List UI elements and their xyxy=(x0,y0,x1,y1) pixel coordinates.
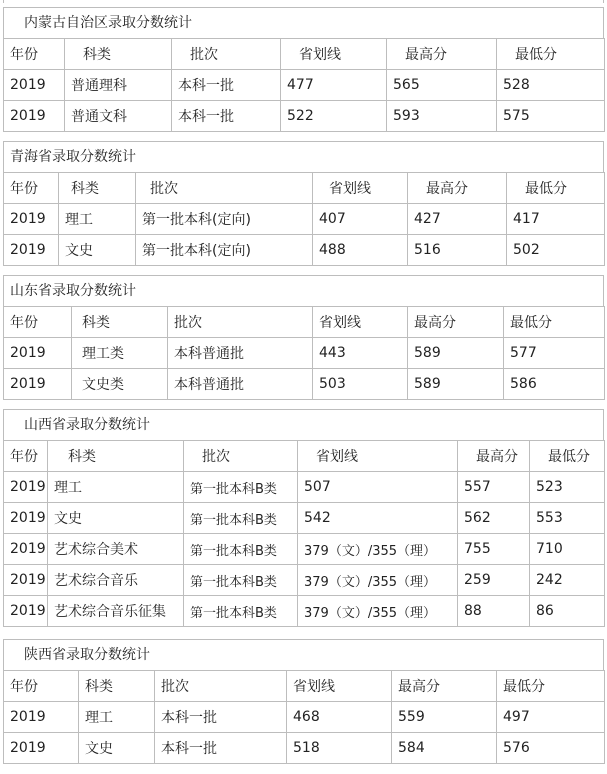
cell-category: 理工类 xyxy=(72,338,168,369)
cell-max: 565 xyxy=(387,70,497,101)
cell-min: 575 xyxy=(497,101,605,132)
table-row xyxy=(4,733,605,764)
cell-max: 557 xyxy=(458,472,530,503)
cell-min: 502 xyxy=(507,235,605,266)
cell-cutoff: 503 xyxy=(313,369,408,400)
table-top-edge xyxy=(3,0,604,3)
score-table xyxy=(3,670,605,764)
cell-batch: 本科一批 xyxy=(155,702,287,733)
section-shaanxi xyxy=(3,639,604,764)
cell-max: 589 xyxy=(408,369,504,400)
cell-category: 文史 xyxy=(79,733,155,764)
cell-min: 710 xyxy=(530,534,605,565)
cell-min: 577 xyxy=(504,338,605,369)
cell-max: 259 xyxy=(458,565,530,596)
table-row xyxy=(4,70,605,101)
cell-min: 576 xyxy=(497,733,605,764)
header-cutoff: 省划线 xyxy=(298,441,458,472)
header-cutoff: 省划线 xyxy=(313,307,408,338)
section-title: 陕西省录取分数统计 xyxy=(3,639,604,670)
header-max: 最高分 xyxy=(408,307,504,338)
header-category: 科类 xyxy=(72,307,168,338)
cell-cutoff: 407 xyxy=(313,204,408,235)
cell-year: 2019 xyxy=(4,596,48,627)
cell-batch: 第一批本科B类 xyxy=(184,503,298,534)
cell-category: 文史 xyxy=(48,503,184,534)
cell-min: 242 xyxy=(530,565,605,596)
cell-max: 516 xyxy=(408,235,507,266)
cell-cutoff: 488 xyxy=(313,235,408,266)
cell-category: 文史 xyxy=(59,235,136,266)
cell-year: 2019 xyxy=(4,534,48,565)
header-max: 最高分 xyxy=(408,173,507,204)
header-batch: 批次 xyxy=(184,441,298,472)
cell-cutoff: 379（文）/355（理） xyxy=(298,565,458,596)
cell-category: 理工 xyxy=(79,702,155,733)
header-category: 科类 xyxy=(65,39,172,70)
cell-category: 理工 xyxy=(59,204,136,235)
cell-year: 2019 xyxy=(4,565,48,596)
cell-category: 艺术综合音乐 xyxy=(48,565,184,596)
cell-batch: 第一批本科(定向) xyxy=(136,204,313,235)
cell-max: 589 xyxy=(408,338,504,369)
cell-batch: 本科普通批 xyxy=(168,369,313,400)
score-table xyxy=(3,440,605,627)
section-qinghai xyxy=(3,141,604,266)
header-min: 最低分 xyxy=(504,307,605,338)
score-table xyxy=(3,306,605,400)
cell-min: 523 xyxy=(530,472,605,503)
section-inner-mongolia xyxy=(3,7,604,132)
cell-category: 普通文科 xyxy=(65,101,172,132)
cell-cutoff: 507 xyxy=(298,472,458,503)
header-year: 年份 xyxy=(4,307,72,338)
cell-batch: 第一批本科B类 xyxy=(184,565,298,596)
cell-year: 2019 xyxy=(4,101,65,132)
header-batch: 批次 xyxy=(136,173,313,204)
cell-batch: 本科一批 xyxy=(155,733,287,764)
table-header-row xyxy=(4,441,605,472)
cell-min: 528 xyxy=(497,70,605,101)
header-cutoff: 省划线 xyxy=(313,173,408,204)
header-category: 科类 xyxy=(79,671,155,702)
header-min: 最低分 xyxy=(497,39,605,70)
table-row xyxy=(4,369,605,400)
cell-year: 2019 xyxy=(4,338,72,369)
table-row xyxy=(4,338,605,369)
section-title: 山西省录取分数统计 xyxy=(3,409,604,440)
header-batch: 批次 xyxy=(155,671,287,702)
header-category: 科类 xyxy=(59,173,136,204)
cell-batch: 第一批本科B类 xyxy=(184,472,298,503)
section-shandong xyxy=(3,275,604,400)
cell-category: 理工 xyxy=(48,472,184,503)
cell-cutoff: 379（文）/355（理） xyxy=(298,534,458,565)
cell-batch: 第一批本科(定向) xyxy=(136,235,313,266)
header-batch: 批次 xyxy=(172,39,281,70)
cell-min: 553 xyxy=(530,503,605,534)
cell-cutoff: 542 xyxy=(298,503,458,534)
cell-category: 艺术综合美术 xyxy=(48,534,184,565)
cell-cutoff: 477 xyxy=(281,70,387,101)
cell-cutoff: 379（文）/355（理） xyxy=(298,596,458,627)
cell-max: 593 xyxy=(387,101,497,132)
header-max: 最高分 xyxy=(458,441,530,472)
section-shanxi xyxy=(3,409,604,627)
header-year: 年份 xyxy=(4,173,59,204)
cell-year: 2019 xyxy=(4,204,59,235)
cell-min: 586 xyxy=(504,369,605,400)
header-min: 最低分 xyxy=(530,441,605,472)
cell-year: 2019 xyxy=(4,235,59,266)
cell-year: 2019 xyxy=(4,472,48,503)
cell-batch: 本科普通批 xyxy=(168,338,313,369)
header-category: 科类 xyxy=(48,441,184,472)
header-min: 最低分 xyxy=(507,173,605,204)
table-row xyxy=(4,596,605,627)
header-year: 年份 xyxy=(4,671,79,702)
cell-max: 584 xyxy=(392,733,497,764)
table-row xyxy=(4,534,605,565)
cell-cutoff: 468 xyxy=(287,702,392,733)
cell-year: 2019 xyxy=(4,702,79,733)
cell-year: 2019 xyxy=(4,369,72,400)
cell-year: 2019 xyxy=(4,733,79,764)
cell-max: 427 xyxy=(408,204,507,235)
score-table xyxy=(3,172,605,266)
cell-batch: 第一批本科B类 xyxy=(184,596,298,627)
cell-year: 2019 xyxy=(4,70,65,101)
cell-batch: 本科一批 xyxy=(172,101,281,132)
header-year: 年份 xyxy=(4,39,65,70)
cell-max: 88 xyxy=(458,596,530,627)
table-header-row xyxy=(4,671,605,702)
header-max: 最高分 xyxy=(387,39,497,70)
header-cutoff: 省划线 xyxy=(281,39,387,70)
cell-batch: 第一批本科B类 xyxy=(184,534,298,565)
cell-year: 2019 xyxy=(4,503,48,534)
table-header-row xyxy=(4,307,605,338)
cell-batch: 本科一批 xyxy=(172,70,281,101)
section-title: 内蒙古自治区录取分数统计 xyxy=(3,7,604,38)
section-title: 青海省录取分数统计 xyxy=(3,141,604,172)
cell-min: 86 xyxy=(530,596,605,627)
table-row xyxy=(4,503,605,534)
table-row xyxy=(4,101,605,132)
section-title: 山东省录取分数统计 xyxy=(3,275,604,306)
cell-cutoff: 518 xyxy=(287,733,392,764)
header-min: 最低分 xyxy=(497,671,605,702)
table-header-row xyxy=(4,173,605,204)
header-year: 年份 xyxy=(4,441,48,472)
cell-min: 497 xyxy=(497,702,605,733)
cell-max: 559 xyxy=(392,702,497,733)
score-table xyxy=(3,38,605,132)
cell-cutoff: 443 xyxy=(313,338,408,369)
cell-category: 艺术综合音乐征集 xyxy=(48,596,184,627)
table-header-row xyxy=(4,39,605,70)
table-row xyxy=(4,235,605,266)
cell-category: 文史类 xyxy=(72,369,168,400)
table-row xyxy=(4,565,605,596)
cell-min: 417 xyxy=(507,204,605,235)
header-max: 最高分 xyxy=(392,671,497,702)
cell-cutoff: 522 xyxy=(281,101,387,132)
cell-max: 562 xyxy=(458,503,530,534)
cell-max: 755 xyxy=(458,534,530,565)
header-cutoff: 省划线 xyxy=(287,671,392,702)
table-row xyxy=(4,702,605,733)
cell-category: 普通理科 xyxy=(65,70,172,101)
header-batch: 批次 xyxy=(168,307,313,338)
table-row xyxy=(4,472,605,503)
table-row xyxy=(4,204,605,235)
